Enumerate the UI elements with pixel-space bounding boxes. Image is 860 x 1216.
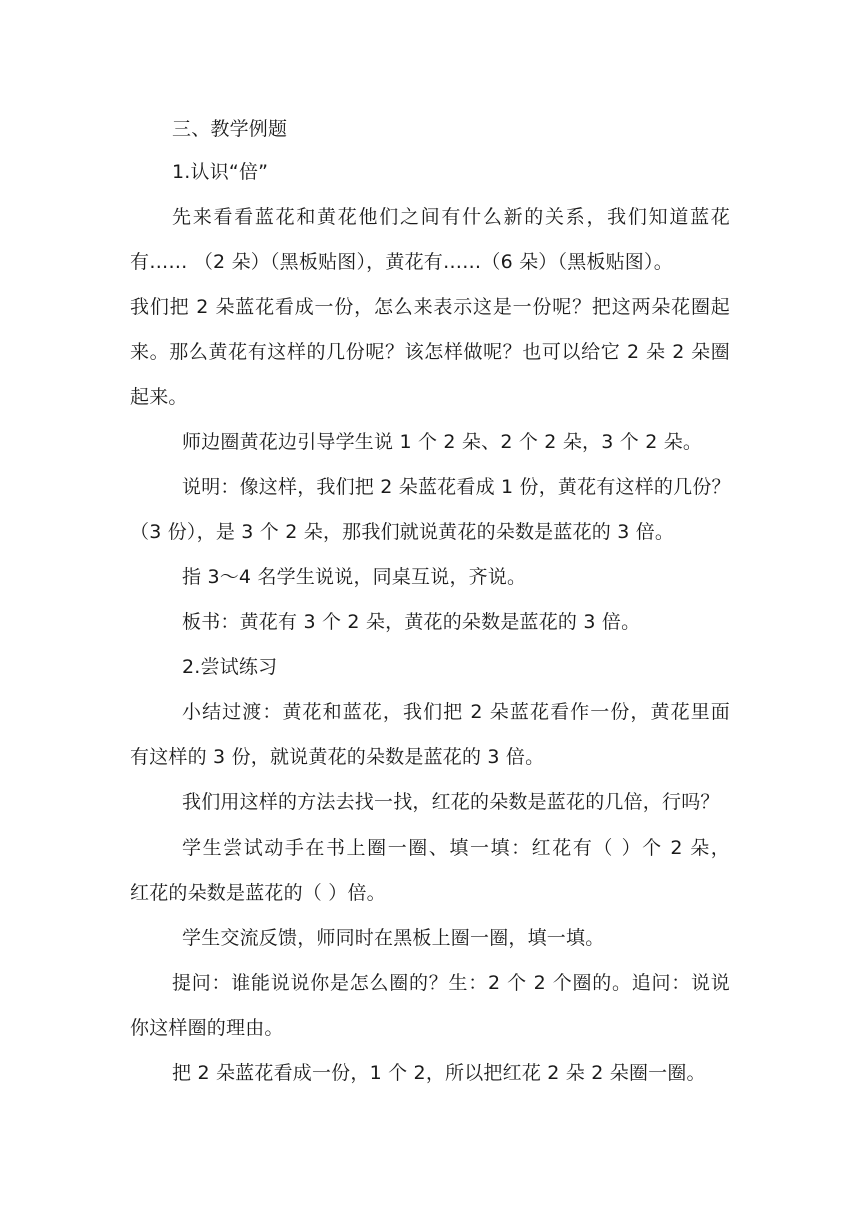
paragraph-11-line-2: 你这样圈的理由。 [130,1017,284,1039]
subheading-1: 1.认识“倍” [172,161,269,183]
paragraph-2-line-2: 来。那么黄花有这样的几份呢？该怎样做呢？也可以给它 2 朵 2 朵圈 [130,341,730,363]
paragraph-9-line-1: 学生尝试动手在书上圈一圈、填一填：红花有（ ）个 2 朵， [182,837,730,859]
section-heading: 三、教学例题 [172,118,288,140]
paragraph-2-line-1: 我们把 2 朵蓝花看成一份，怎么来表示这是一份呢？把这两朵花圈起 [130,296,730,318]
paragraph-4-line-2: （3 份），是 3 个 2 朵，那我们就说黄花的朵数是蓝花的 3 倍。 [130,521,675,543]
paragraph-10: 学生交流反馈，师同时在黑板上圈一圈，填一填。 [182,927,605,949]
paragraph-2-line-3: 起来。 [130,386,188,408]
paragraph-12: 把 2 朵蓝花看成一份，1 个 2，所以把红花 2 朵 2 朵圈一圈。 [172,1062,706,1084]
paragraph-1-line-2: 有…… （2 朵）（黑板贴图），黄花有……（6 朵）（黑板贴图）。 [130,251,673,273]
paragraph-6: 板书：黄花有 3 个 2 朵，黄花的朵数是蓝花的 3 倍。 [182,611,641,633]
paragraph-9-line-2: 红花的朵数是蓝花的（ ）倍。 [130,882,386,904]
paragraph-7-line-1: 小结过渡：黄花和蓝花，我们把 2 朵蓝花看作一份，黄花里面 [182,701,730,723]
paragraph-1-line-1: 先来看看蓝花和黄花他们之间有什么新的关系，我们知道蓝花 [172,206,730,228]
paragraph-4-line-1: 说明：像这样，我们把 2 朵蓝花看成 1 份，黄花有这样的几份？ [182,476,731,498]
subheading-2: 2.尝试练习 [182,656,278,678]
paragraph-3: 师边圈黄花边引导学生说 1 个 2 朵、2 个 2 朵，3 个 2 朵。 [182,431,703,453]
paragraph-11-line-1: 提问：谁能说说你是怎么圈的？生：2 个 2 个圈的。追问：说说 [172,972,730,994]
paragraph-8: 我们用这样的方法去找一找，红花的朵数是蓝花的几倍，行吗？ [182,791,720,813]
paragraph-5: 指 3～4 名学生说说，同桌互说，齐说。 [182,566,527,588]
paragraph-7-line-2: 有这样的 3 份，就说黄花的朵数是蓝花的 3 倍。 [130,746,545,768]
